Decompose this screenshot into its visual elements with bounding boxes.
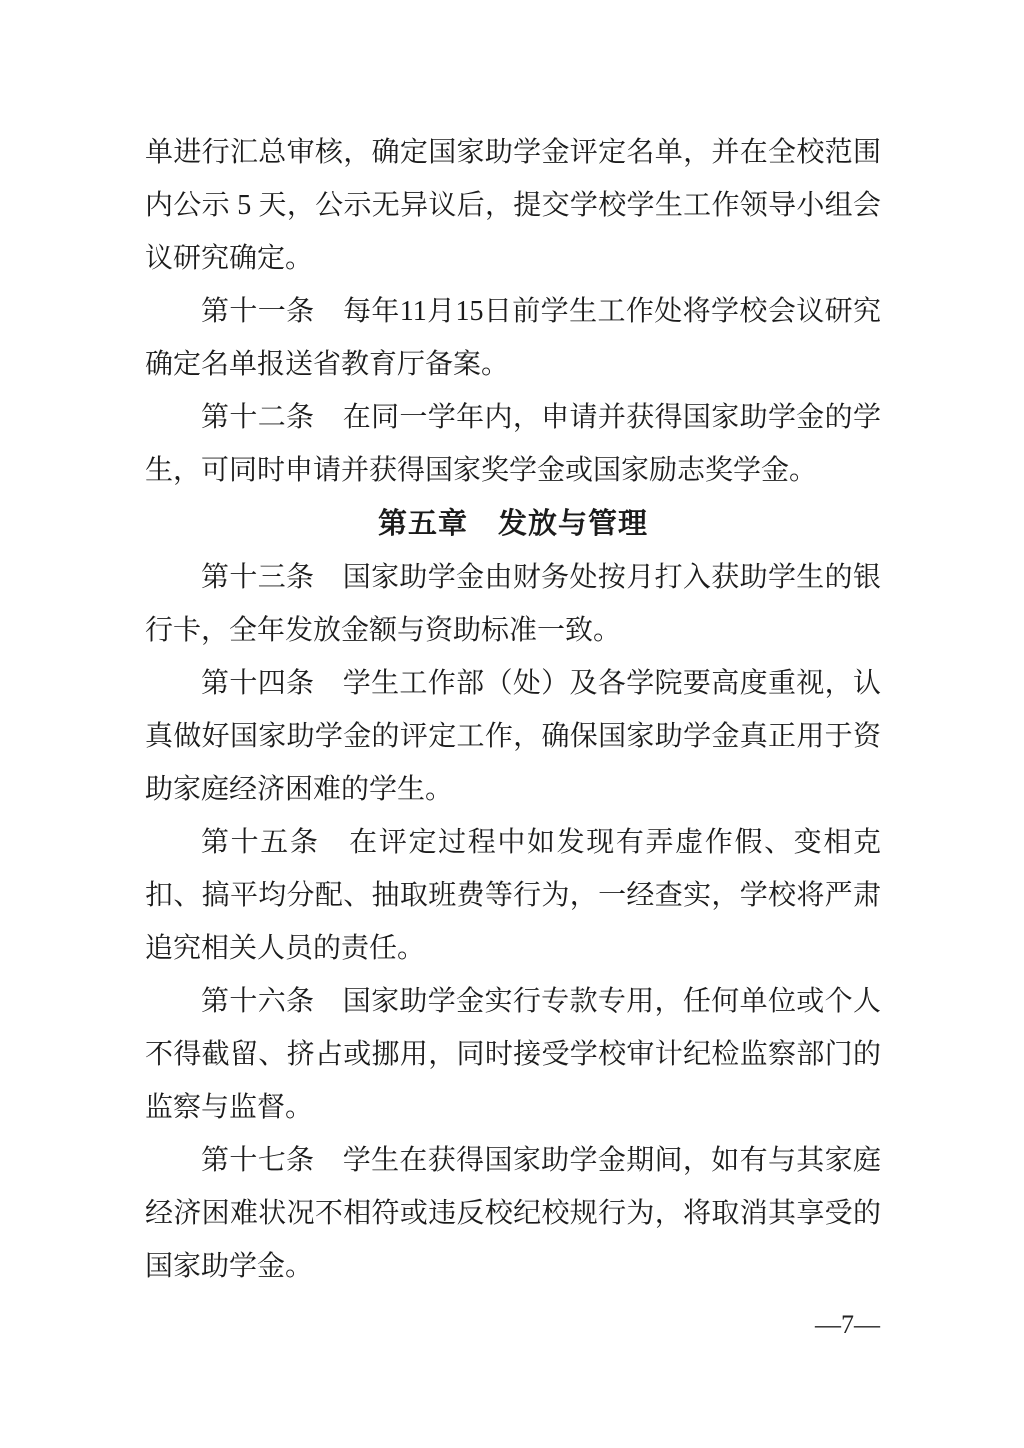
article-paragraph-14: 第十四条 学生工作部（处）及各学院要高度重视，认真做好国家助学金的评定工作，确保国家助学金真正用于资助家庭经济困难的学生。 xyxy=(145,668,881,805)
document-body xyxy=(145,126,881,1293)
body-paragraph-continuation: 单进行汇总审核，确定国家助学金评定名单，并在全校范围内公示 5 天，公示无异议后，提交学校学生工作领导小组会议研究确定。 xyxy=(145,137,881,274)
article-paragraph-12: 第十二条 在同一学年内，申请并获得国家助学金的学生，可同时申请并获得国家奖学金或国家励志奖学金。 xyxy=(145,402,881,486)
page-number: —7— xyxy=(815,1310,880,1339)
article-paragraph-13: 第十三条 国家助学金由财务处按月打入获助学生的银行卡，全年发放金额与资助标准一致。 xyxy=(145,562,881,646)
article-paragraph-11: 第十一条 每年11月15日前学生工作处将学校会议研究确定名单报送省教育厅备案。 xyxy=(145,296,881,380)
article-paragraph-17: 第十七条 学生在获得国家助学金期间，如有与其家庭经济困难状况不相符或违反校纪校规行为，将取消其享受的国家助学金。 xyxy=(145,1145,881,1282)
chapter-heading: 第五章 发放与管理 xyxy=(377,508,648,540)
article-paragraph-16: 第十六条 国家助学金实行专款专用，任何单位或个人不得截留、挤占或挪用，同时接受学校审计纪检监察部门的监察与监督。 xyxy=(145,986,881,1123)
article-paragraph-15: 第十五条 在评定过程中如发现有弄虚作假、变相克扣、搞平均分配、抽取班费等行为，一经查实，学校将严肃追究相关人员的责任。 xyxy=(145,827,881,964)
